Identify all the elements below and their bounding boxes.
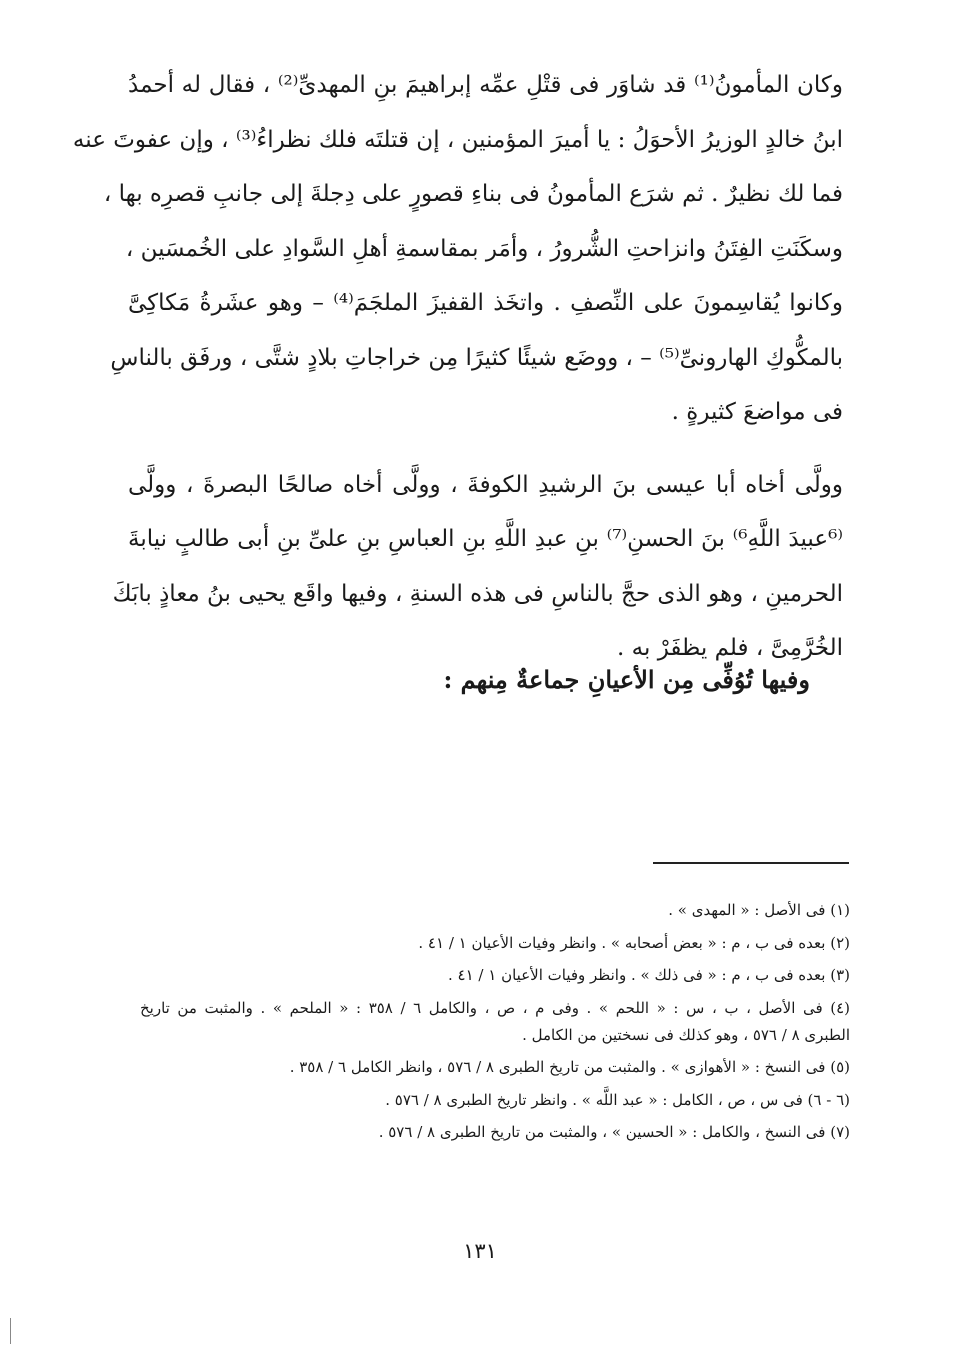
- text-line: الخُرَّمِىَّ ، فلم يظفَرْ به .: [617, 635, 843, 661]
- text-line: ابنُ خالدٍ الوزيرُ الأحوَلُ : يا أميرَ المؤمنين ، إن قتلتَه فلك نظراءُ⁽³⁾ ، وإن عفوتَ عنه: [72, 126, 843, 153]
- footnote: (٦ - ٦) فى س ، ص ، الكامل : « عبد اللَّه » . وانظر تاريخ الطبرى ٨ / ٥٧٦ .: [385, 1090, 850, 1109]
- footnote-separator: [653, 862, 849, 864]
- text-line: وسكَنَتِ الفِتَنُ وانزاحتِ الشُّرورُ ، وأمَر بمقاسمةِ أهلِ السَّوادِ على الخُمسَين ،: [125, 235, 843, 262]
- main-text: [72, 70, 843, 688]
- text-line: ⁽⁶عبيدَ اللَّهِ⁶⁾ بنَ الحسنِ⁽⁷⁾ بنِ عبدِ اللَّهِ بنِ العباسِ بنِ علىِّ بنِ أبى طالبٍ نيابةَ: [128, 526, 843, 552]
- text-line: وكانوا يُقاسِمونَ على النِّصفِ . واتخَذ القفيزَ الملجَمَ⁽⁴⁾ – وهو عشَرةُ مَكاكِىَّ: [128, 290, 843, 316]
- footnote: (٧) فى النسخ ، والكامل : « الحسين » ، والمثبت من تاريخ الطبرى ٨ / ٥٧٦ .: [378, 1123, 850, 1141]
- text-line: وكان المأمونُ⁽¹⁾ قد شاوَر فى قتْلِ عمِّه إبراهيمَ بنِ المهدىِّ⁽²⁾ ، فقال له أحمدُ: [128, 72, 843, 98]
- page-number: ١٣١: [463, 1239, 497, 1263]
- footnote-continuation: الطبرى ٨ / ٥٧٦ ، وهو كذلك فى نسختين من الكامل .: [522, 1025, 850, 1044]
- text-line: فما لك نظيرٌ . ثم شرَع المأمونُ فى بناءِ قصورٍ على دِجلةَ إلى جانبِ قصرِه بها ،: [103, 181, 843, 207]
- scan-margin-mark: [10, 1318, 11, 1344]
- text-line: فى مواضعَ كثيرةٍ .: [671, 399, 843, 425]
- footnote: (٥) فى النسخ : « الأهوازى » . والمثبت من تاريخ الطبرى ٨ / ٥٧٦ ، وانظر الكامل ٦ / ٣٥٨ .: [289, 1058, 850, 1076]
- footnote: (١) فى الأصل : « المهدى » .: [668, 901, 850, 919]
- paragraph-gap: [128, 452, 843, 470]
- text-line: وولَّى أخاه أبا عيسى بنَ الرشيدِ الكوفةَ ، وولَّى أخاه صالحًا البصرةَ ، وولَّى: [128, 471, 843, 498]
- footnote: (٤) فى الأصل ، ب ، س : « اللحم » . وفى م ، ص ، والكامل ٦ / ٣٥٨ : « الملحم » . والمثبت من تاريخ: [140, 998, 850, 1017]
- section-heading: وفيها تُوُفِّى مِن الأعيانِ جماعةٌ مِنهم :: [443, 665, 810, 694]
- footnotes: [140, 900, 850, 1155]
- footnote: (٣) بعده فى ب ، م : « فى ذلك » . وانظر وفيات الأعيان ١ / ٤١ .: [447, 966, 850, 984]
- footnote: (٢) بعده فى ب ، م : « بعض أصحابه » . وانظر وفيات الأعيان ١ / ٤١ .: [418, 933, 850, 952]
- text-line: الحرمينِ ، وهو الذى حجَّ بالناسِ فى هذه السنةِ ، وفيها واقَع يحيى بنُ معاذٍ بابَكَ: [112, 580, 843, 607]
- text-line: بالمكُّوكِ الهارونىِّ⁽⁵⁾ – ، ووضَع شيئًا كثيرًا مِن خراجاتِ بلادٍ شتَّى ، ورفَق بالناسِ: [110, 344, 843, 371]
